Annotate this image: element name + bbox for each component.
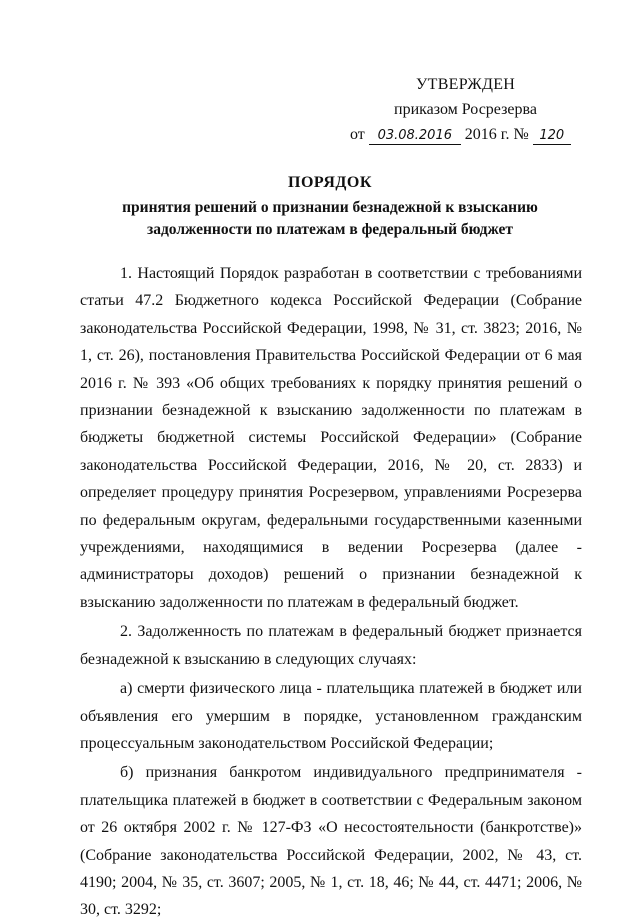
approval-stamp — [340, 72, 590, 147]
paragraph-2a: а) смерти физического лица - плательщика платежей в бюджет или объявления его умершим в порядке, установленном гражданским процессуальным законодательством Российской Федерации; — [80, 680, 582, 752]
approval-date-line — [350, 122, 590, 147]
handwritten-date: 03.08.2016 — [369, 128, 461, 145]
paragraph-1: 1. Настоящий Порядок разработан в соответствии с требованиями статьи 47.2 Бюджетного кодекса Российской Федерации (Собрание законодательства Российской Федерации, 1998, № 31, ст. 3823; 2016, № 1, ст. 26), постановления Правительства Российской Федерации от 6 мая 2016 г. № 393 «Об общих требованиях к порядку принятия решений о признании безнадежной к взысканию задолженности по платежам в бюджеты бюджетной системы Российской Федерации» (Собрание законодательства Российской Федерации, 2016, № 20, ст. 2833) и определяет процедуру принятия Росрезервом, управлениями Росрезерва по федеральным округам, федеральными государственными казенными учреждениями, находящимися в ведении Росрезерва (далее - администраторы доходов) решений о признании безнадежной к взысканию задолженности по платежам в федеральный бюджет. — [80, 265, 582, 611]
title-line-1: принятия решений о признании безнадежной к взысканию — [122, 199, 538, 216]
approval-prefix: от — [350, 126, 365, 143]
paragraph-2: 2. Задолженность по платежам в федеральный бюджет признается безнадежной к взысканию в следующих случаях: — [80, 623, 582, 668]
handwritten-number: 120 — [533, 128, 571, 145]
title-line-2: задолженности по платежам в федеральный бюджет — [146, 221, 513, 238]
approval-order: приказом Росрезерва — [394, 101, 537, 118]
paragraph-2b: б) признания банкротом индивидуального предпринимателя - плательщика платежей в бюджет в соответствии с Федеральным законом от 26 октября 2002 г. № 127-ФЗ «О несостоятельности (банкротстве)» (Собрание законодательства Российской Федерации, 2002, № 43, ст. 4190; 2004, № 35, ст. 3607; 2005, № 1, ст. 18, 46; № 44, ст. 4471; 2006, № 30, ст. 3292; — [80, 764, 582, 919]
approval-heading: УТВЕРЖДЕН — [416, 76, 516, 93]
title-main: ПОРЯДОК — [288, 174, 372, 191]
document-body — [80, 260, 582, 924]
approval-year: 2016 г. № — [464, 126, 529, 143]
document-title — [60, 172, 600, 241]
